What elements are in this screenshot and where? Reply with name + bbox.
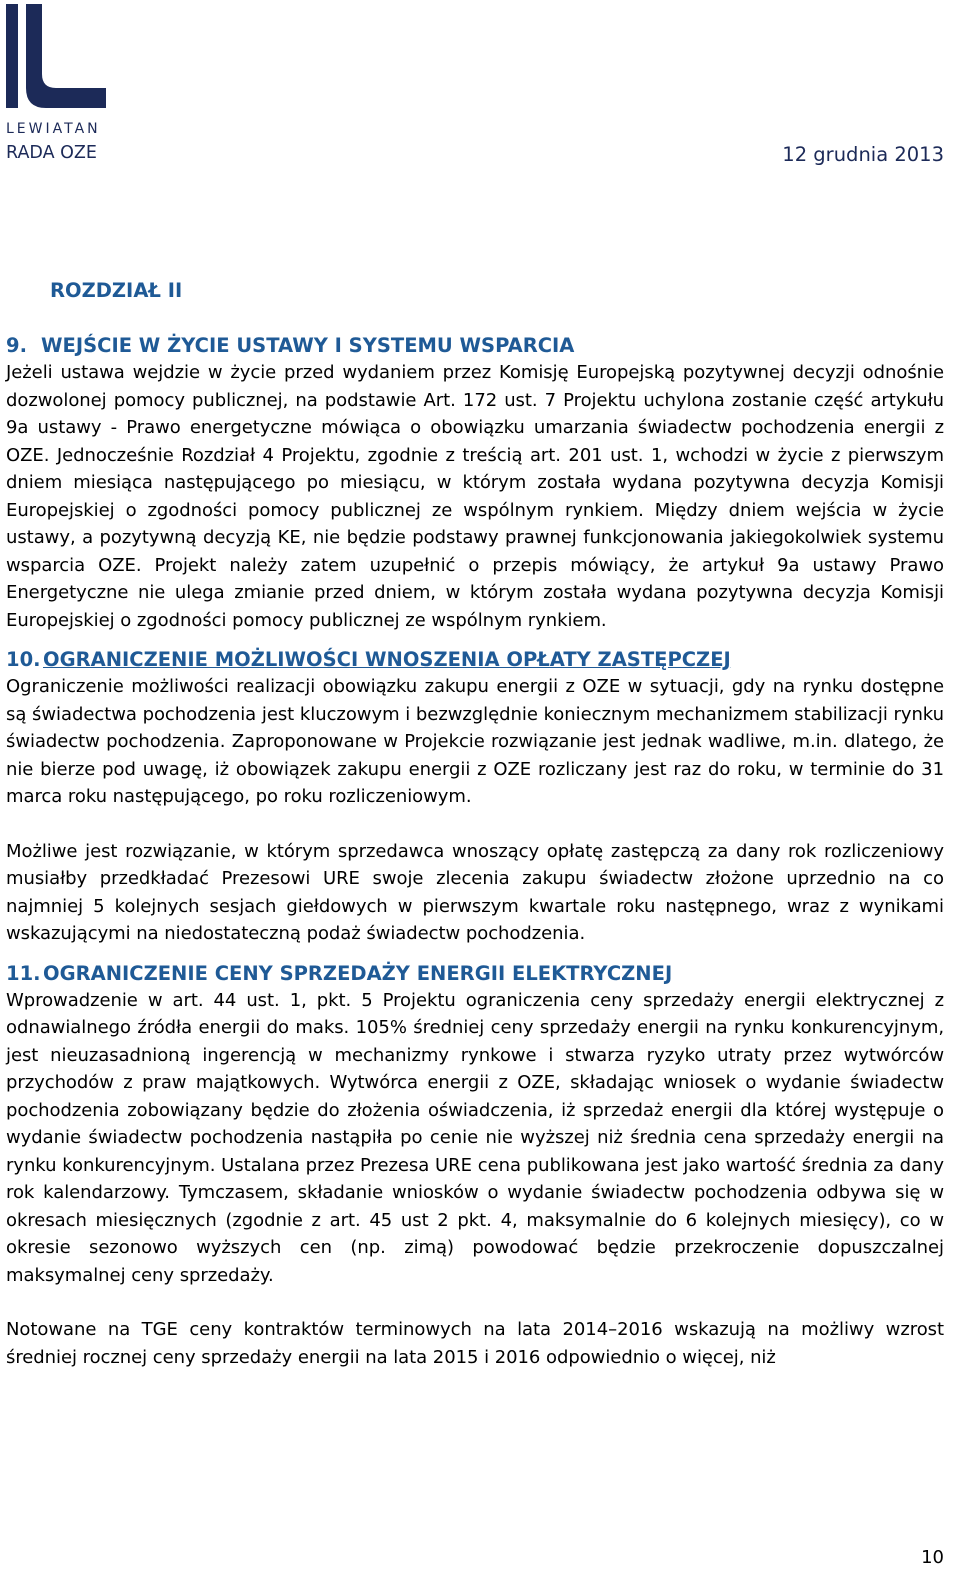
page-number: 10 (921, 1547, 944, 1568)
paragraph: Możliwe jest rozwiązanie, w którym sprzedawca wnoszący opłatę zastępczą za dany rok rozliczeniowy musiałby przedkładać Prezesowi URE swoje zlecenia zakupu świadectw złożone uprzednio na co najmniej 5 kolejnych sesjach giełdowych w pierwszym kwartale roku następnego, wraz z wynikami wskazującymi na niedostateczną podaż świadectw pochodzenia. (6, 840, 944, 944)
lewiatan-logo-mark (6, 4, 110, 116)
section-title: OGRANICZENIE CENY SPRZEDAŻY ENERGII ELEKTRYCZNEJ (43, 961, 673, 985)
section-10 (6, 646, 944, 948)
section-title: OGRANICZENIE MOŻLIWOŚCI WNOSZENIA OPŁATY ZASTĘPCZEJ (43, 648, 731, 671)
document-body (6, 332, 944, 1371)
lewiatan-logo (6, 4, 110, 116)
document-date: 12 grudnia 2013 (782, 143, 944, 166)
paragraph: Jeżeli ustawa wejdzie w życie przed wydaniem przez Komisję Europejską pozytywnej decyzji odnośnie dozwolonej pomocy publicznej, na podstawie Art. 172 ust. 7 Projektu uchylona zostanie część artykułu 9a ustawy - Prawo energetyczne mówiąca o obowiązku umarzania świadectw pochodzenia energii z OZE. Jednocześnie Rozdział 4 Projektu, zgodnie z treścią art. 201 ust. 1, wchodzi w życie z pierwszym dniem miesiąca następującego po miesiącu, w którym została wydana pozytywna decyzja Komisji Europejskiej o zgodności pomocy publicznej ze wspólnym rynkiem. Między dniem wejścia w życie ustawy, a pozytywną decyzją KE, nie będzie podstawy prawnej funkcjonowania jakiegokolwiek systemu wsparcia OZE. Projekt należy zatem uzupełnić o przepis mówiący, że artykuł 9a ustawy Prawo Energetyczne nie ulega zmianie przed dniem, w którym została wydana pozytywna decyzja Komisji Europejskiej o zgodności pomocy publicznej ze wspólnym rynkiem. (6, 362, 944, 631)
chapter-title: ROZDZIAŁ II (50, 279, 183, 302)
section-heading (6, 960, 944, 987)
section-title: WEJŚCIE W ŻYCIE USTAWY I SYSTEMU WSPARCIA (41, 334, 575, 357)
section-number: 9. (6, 334, 27, 357)
section-9 (6, 332, 944, 634)
section-heading (6, 332, 944, 359)
section-heading (6, 646, 944, 673)
paragraph: Notowane na TGE ceny kontraktów terminowych na lata 2014–2016 wskazują na możliwy wzrost średniej rocznej ceny sprzedaży energii na lata 2015 i 2016 odpowiednio o więcej, niż (6, 1319, 944, 1368)
section-11 (6, 960, 944, 1372)
section-number: 11. (6, 961, 41, 985)
paragraph: Wprowadzenie w art. 44 ust. 1, pkt. 5 Projektu ograniczenia ceny sprzedaży energii elektrycznej z odnawialnego źródła energii do maks. 105% średniej ceny sprzedaży energii na rynku konkurencyjnym, jest nieuzasadnioną ingerencją w mechanizmy rynkowe i stwarza ryzyko utraty przez wytwórców przychodów z praw majątkowych. Wytwórca energii z OZE, składając wniosek o wydanie świadectw pochodzenia zobowiązany będzie do złożenia oświadczenia, iż sprzedaż energii dla której występuje o wydanie świadectw pochodzenia nastąpiła po cenie nie wyższej niż średnia cena sprzedaży energii na rynku konkurencyjnym. Ustalana przez Prezesa URE cena publikowana jest jako wartość średnia za dany rok kalendarzowy. Tymczasem, składanie wniosków o wydanie świadectw pochodzenia odbywa się w okresach miesięcznych (zgodnie z art. 45 ust 2 pkt. 4, maksymalnie do 6 kolejnych miesięcy), co w okresie sezonowo wyższych cen (np. zimą) powodować będzie przekroczenie dopuszczalnej maksymalnej ceny sprzedaży. (6, 989, 944, 1286)
section-number: 10. (6, 648, 41, 671)
logo-wordmark: LEWIATAN (6, 121, 101, 137)
logo-subtitle: RADA OZE (6, 143, 97, 163)
paragraph: Ograniczenie możliwości realizacji obowiązku zakupu energii z OZE w sytuacji, gdy na rynku dostępne są świadectwa pochodzenia jest kluczowym i bezwzględnie koniecznym mechanizmem stabilizacji rynku świadectw pochodzenia. Zaproponowane w Projekcie rozwiązanie jest jednak wadliwe, m.in. dlatego, że nie bierze pod uwagę, iż obowiązek zakupu energii z OZE rozliczany jest raz do roku, w terminie do 31 marca roku następującego, po roku rozliczeniowym. (6, 676, 944, 807)
